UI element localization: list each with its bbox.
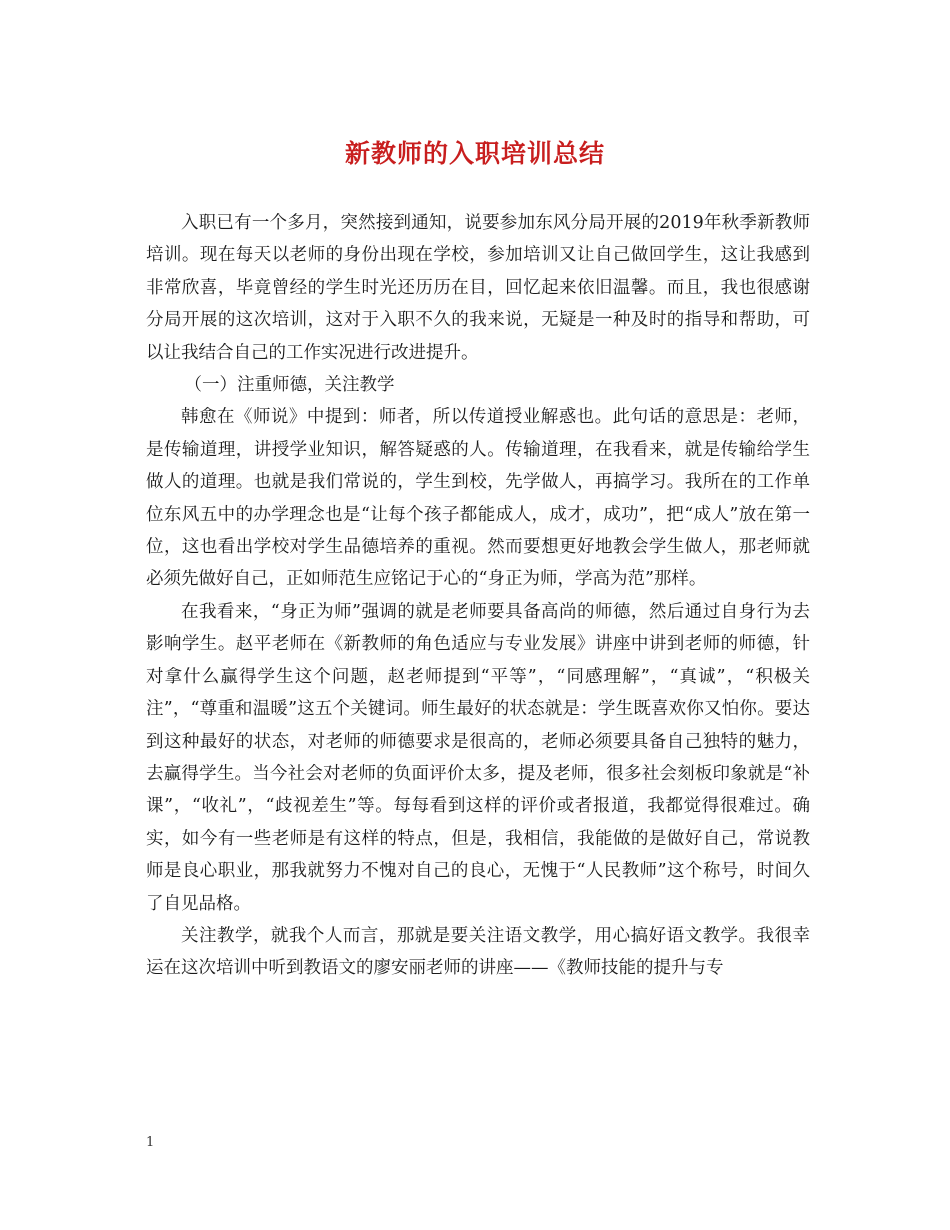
page-number: 1	[146, 1135, 155, 1150]
paragraph-teaching: 关注教学，就我个人而言，那就是要关注语文教学，用心搞好语文教学。我很幸运在这次培训中听到教语文的廖安丽老师的讲座——《教师技能的提升与专	[146, 925, 810, 979]
document-title: 新教师的入职培训总结	[344, 139, 605, 168]
document-body	[146, 207, 810, 985]
paragraph-intro: 入职已有一个多月，突然接到通知，说要参加东风分局开展的2019年秋季新教师培训。现在每天以老师的身份出现在学校，参加培训又让自己做回学生，这让我感到非常欣喜，毕竟曾经的学生时光还历历在目，回忆起来依旧温馨。而且，我也很感谢分局开展的这次培训，这对于入职不久的我来说，无疑是一种及时的指导和帮助，可以让我结合自己的工作实况进行改进提升。	[146, 213, 810, 363]
paragraph-shenzheng: 在我看来，“身正为师”强调的就是老师要具备高尚的师德，然后通过自身行为去影响学生。赵平老师在《新教师的角色适应与专业发展》讲座中讲到老师的师德，针对拿什么赢得学生这个问题，赵老师提到“平等”，“同感理解”，“真诚”，“积极关注”，“尊重和温暖”这五个关键词。师生最好的状态就是：学生既喜欢你又怕你。要达到这种最好的状态，对老师的师德要求是很高的，老师必须要具备自己独特的魅力，去赢得学生。当今社会对老师的负面评价太多，提及老师，很多社会刻板印象就是“补课”，“收礼”，“歧视差生”等。每每看到这样的评价或者报道，我都觉得很难过。确实，如今有一些老师是有这样的特点，但是，我相信，我能做的是做好自己，常说教师是良心职业，那我就努力不愧对自己的良心，无愧于“人民教师”这个称号，时间久了自见品格。	[146, 601, 810, 914]
paragraph-shishuo: 韩愈在《师说》中提到：师者，所以传道授业解惑也。此句话的意思是：老师，是传输道理，讲授学业知识，解答疑惑的人。传输道理，在我看来，就是传输给学生做人的道理。也就是我们常说的，学生到校，先学做人，再搞学习。我所在的工作单位东风五中的办学理念也是“让每个孩子都能成人，成才，成功”，把“成人”放在第一位，这也看出学校对学生品德培养的重视。然而要想更好地教会学生做人，那老师就必须先做好自己，正如师范生应铭记于心的“身正为师，学高为范”那样。	[146, 407, 810, 590]
section-heading: （一）注重师德，关注教学	[184, 375, 395, 396]
